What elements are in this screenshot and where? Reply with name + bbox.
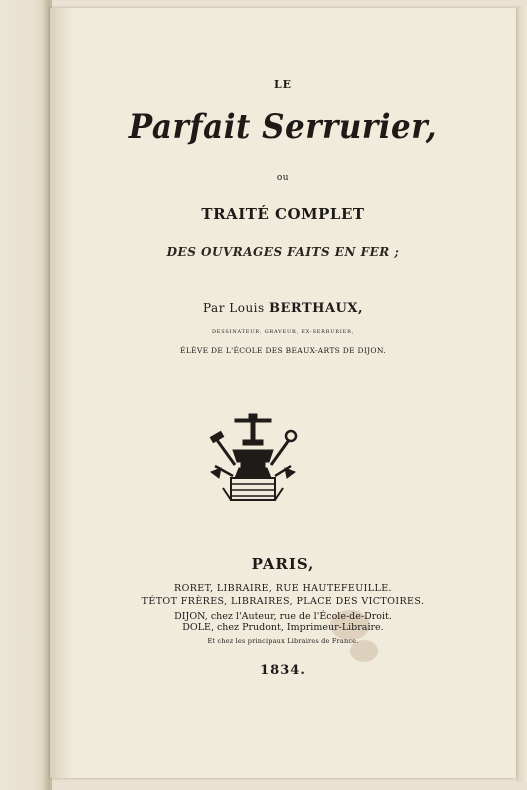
publication-year: 1834. [260,663,306,678]
publisher-line-5: Et chez les principaux Libraires de France. [207,637,359,645]
title-conjunction: ou [276,173,290,183]
anvil-tools-emblem-icon [205,410,301,508]
author-pupil: ÉLÈVE DE L'ÉCOLE DES BEAUX-ARTS DE DIJON. [180,346,386,355]
author-surname: BERTHAUX, [269,301,363,316]
publisher-line-4: DOLE, chez Prudont, Imprimeur-Libraire. [182,622,384,633]
subtitle-line-1: TRAITÉ COMPLET [201,205,365,223]
author-prefix: Par Louis [203,301,265,315]
title-article: LE [273,78,293,91]
publisher-line-1: RORET, LIBRAIRE, RUE HAUTEFEUILLE. [174,583,392,594]
publication-city: PARIS, [251,555,315,573]
publisher-line-2: TÉTOT FRÈRES, LIBRAIRES, PLACE DES VICTOIRES. [141,596,425,607]
publisher-line-3: DIJON, chez l'Auteur, rue de l'École-de-Droit. [174,611,392,622]
subtitle-line-2: DES OUVRAGES FAITS EN FER ; [166,245,400,259]
author-occupation: DESSINATEUR, GRAVEUR, EX-SERRURIER, [211,329,355,335]
author-line [50,301,516,316]
page-edge [516,6,527,782]
book-title: Parfait Serrurier, [128,107,438,147]
